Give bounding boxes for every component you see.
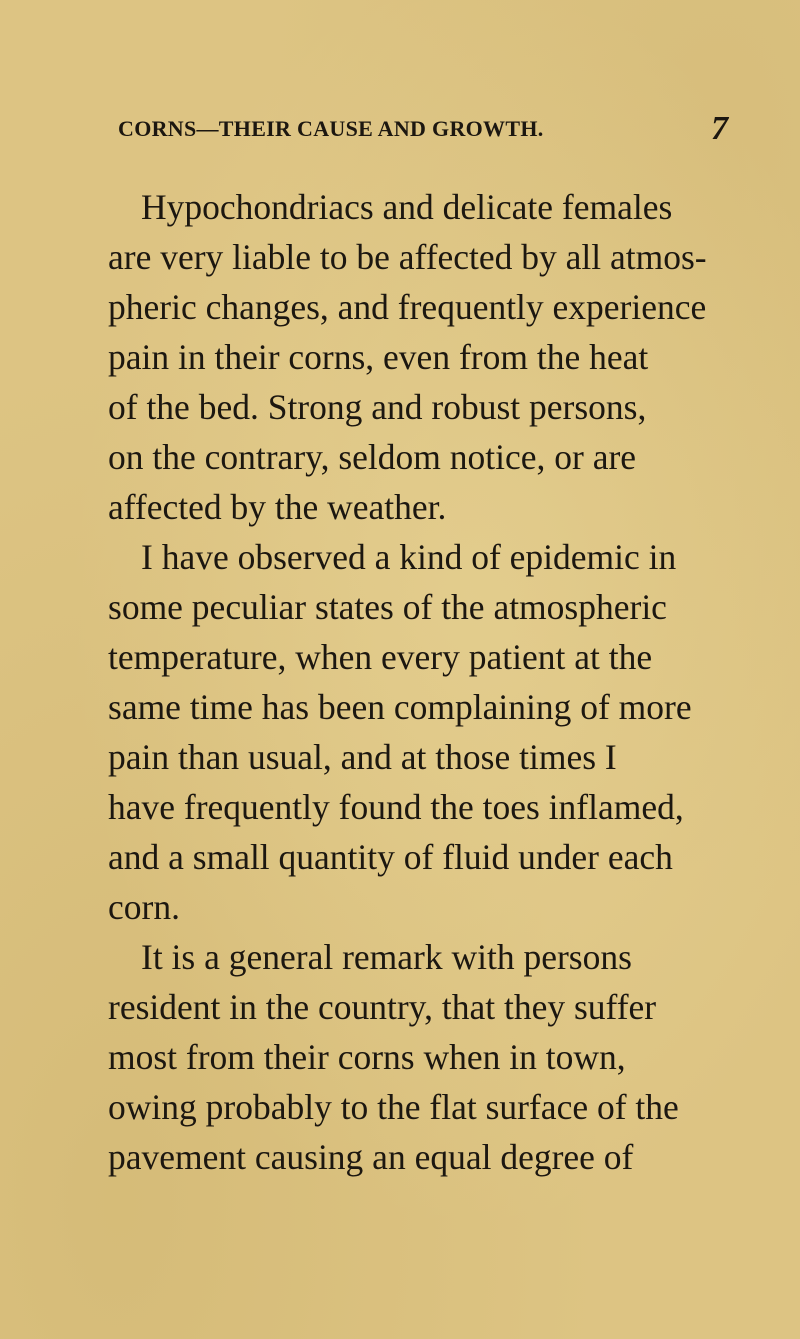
text-line: pain in their corns, even from the heat <box>108 337 649 377</box>
text-line: owing probably to the flat surface of the <box>108 1087 679 1127</box>
text-line: are very liable to be affected by all atmos- <box>108 237 707 277</box>
text-line: Hypochondriacs and delicate females <box>141 187 673 227</box>
text-line: have frequently found the toes inflamed, <box>108 787 684 827</box>
text-line: same time has been complaining of more <box>108 687 692 727</box>
text-line: most from their corns when in town, <box>108 1037 626 1077</box>
text-line: of the bed. Strong and robust persons, <box>108 387 647 427</box>
text-line: corn. <box>108 887 180 927</box>
text-line: pheric changes, and frequently experience <box>108 287 707 327</box>
text-line: affected by the weather. <box>108 487 447 527</box>
text-line: on the contrary, seldom notice, or are <box>108 437 637 477</box>
text-line: pain than usual, and at those times I <box>108 737 617 777</box>
text-line: It is a general remark with persons <box>141 937 632 977</box>
text-line: pavement causing an equal degree of <box>108 1137 634 1177</box>
text-line: and a small quantity of fluid under each <box>108 837 673 877</box>
page-number: 7 <box>711 110 728 147</box>
running-title: CORNS—THEIR CAUSE AND GROWTH. <box>118 116 544 141</box>
text-line: I have observed a kind of epidemic in <box>141 537 677 577</box>
running-head <box>118 112 728 152</box>
body-text <box>108 182 748 1182</box>
text-line: resident in the country, that they suffer <box>108 987 657 1027</box>
text-line: temperature, when every patient at the <box>108 637 653 677</box>
text-line: some peculiar states of the atmospheric <box>108 587 667 627</box>
